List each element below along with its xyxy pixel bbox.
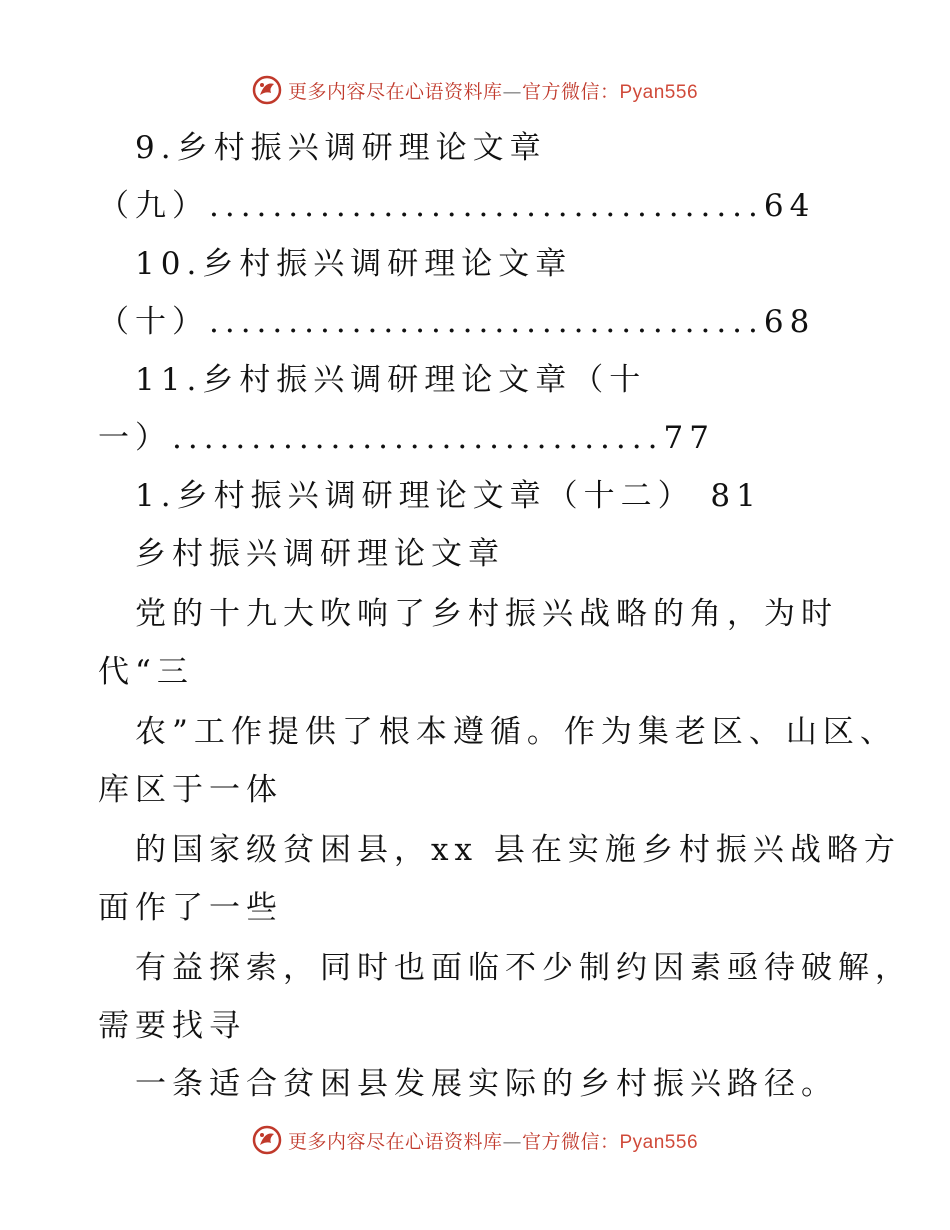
paragraph-line: 有益探索，同时也面临不少制约因素亟待破解， [135, 950, 912, 986]
paragraph-line: 需要找寻 [98, 1008, 246, 1044]
footer-watermark [0, 1120, 950, 1160]
toc-entry-leader: （十）...................................68 [98, 304, 816, 340]
logo-seal-icon [252, 75, 282, 105]
toc-entry-leader: 一）...............................77 [98, 420, 715, 456]
header-watermark [0, 70, 950, 110]
article-heading: 乡村振兴调研理论文章 [135, 536, 505, 572]
logo-seal-icon [252, 1125, 282, 1155]
toc-entry-title: 9.乡村振兴调研理论文章 [135, 130, 547, 166]
paragraph-line: 农”工作提供了根本遵循。作为集老区、山区、 [135, 714, 897, 750]
toc-entry-title: 1.乡村振兴调研理论文章（十二） 81 [135, 478, 762, 514]
paragraph-line: 面作了一些 [98, 890, 283, 926]
paragraph-line: 的国家级贫困县，xx 县在实施乡村振兴战略方 [135, 832, 901, 868]
paragraph-line: 代“三 [98, 654, 194, 690]
paragraph-line: 库区于一体 [98, 772, 283, 808]
watermark-text: 更多内容尽在心语资料库—官方微信：Pyan556 [287, 80, 699, 103]
paragraph-line: 党的十九大吹响了乡村振兴战略的角，为时 [135, 596, 838, 632]
paragraph-line: 一条适合贫困县发展实际的乡村振兴路径。 [135, 1066, 838, 1102]
watermark-text: 更多内容尽在心语资料库—官方微信：Pyan556 [287, 1130, 699, 1153]
toc-entry-leader: （九）...................................64 [98, 188, 816, 224]
toc-entry-title: 11.乡村振兴调研理论文章（十 [135, 362, 647, 398]
toc-entry-title: 10.乡村振兴调研理论文章 [135, 246, 573, 282]
